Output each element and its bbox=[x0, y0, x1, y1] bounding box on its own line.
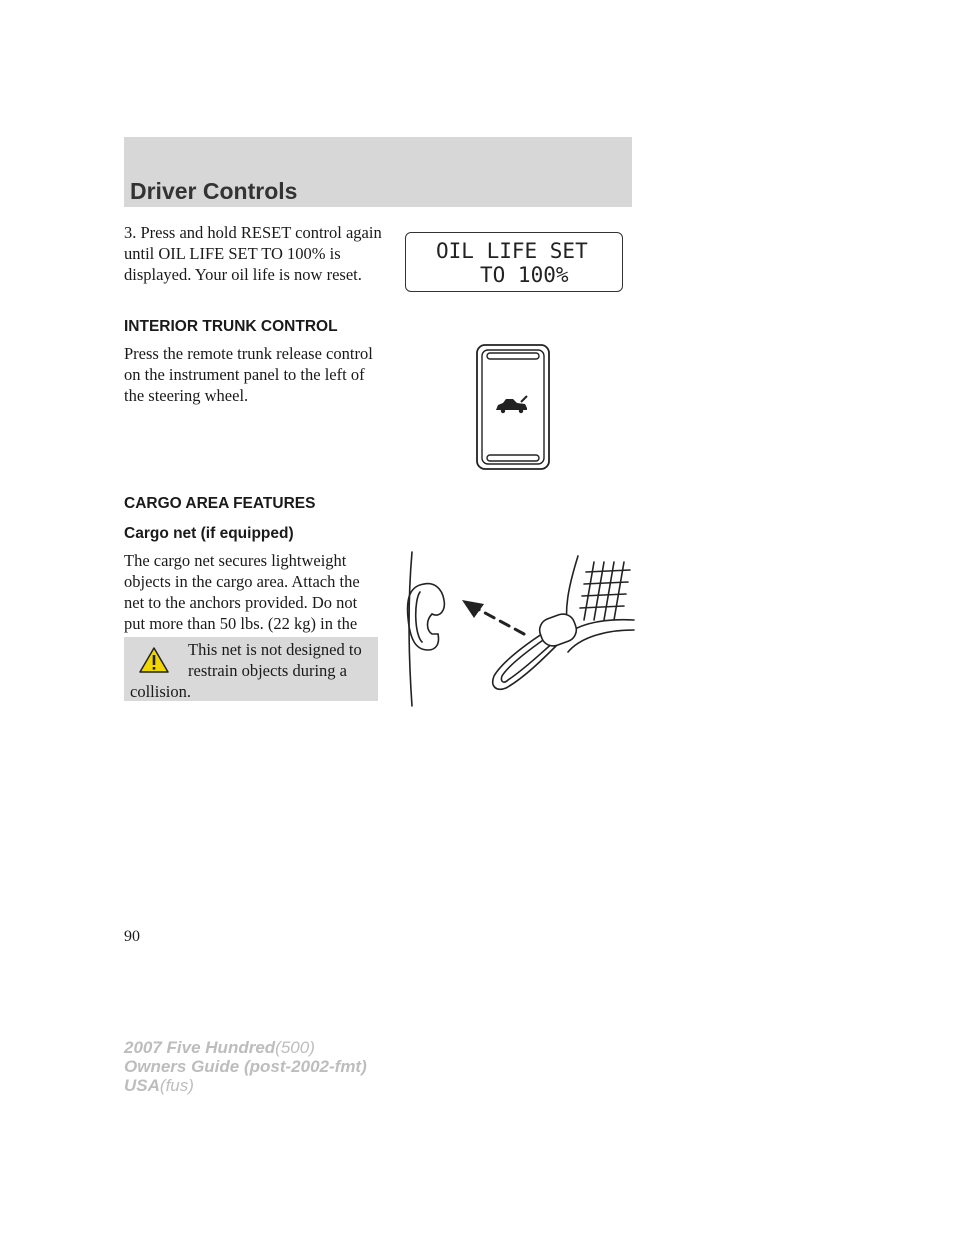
warning-triangle-icon bbox=[138, 646, 170, 674]
section-title: Driver Controls bbox=[130, 178, 298, 204]
oil-life-display bbox=[405, 232, 623, 292]
footer-market: USA bbox=[124, 1076, 160, 1095]
footer-market-code: (fus) bbox=[159, 1076, 194, 1095]
trunk-control-text: Press the remote trunk release control on the instrument panel to the left of the steering wheel. bbox=[124, 344, 373, 405]
warning-text-line-1: This net is not designed to bbox=[188, 640, 362, 659]
footer-model-name: 2007 Five Hundred bbox=[124, 1038, 276, 1057]
trunk-release-switch-illustration bbox=[475, 343, 551, 471]
cargo-area-heading: CARGO AREA FEATURES bbox=[124, 495, 316, 512]
display-line-1: OIL LIFE SET bbox=[436, 239, 588, 263]
document-footer bbox=[124, 1038, 367, 1095]
warning-text-line-3: collision. bbox=[130, 682, 191, 701]
footer-model-code: (500) bbox=[275, 1038, 315, 1057]
warning-text-line-2: restrain objects during a bbox=[188, 661, 347, 680]
oil-reset-step-text: 3. Press and hold RESET control again until OIL LIFE SET TO 100% is displayed. Your oil life is now reset. bbox=[124, 223, 382, 284]
trunk-control-heading: INTERIOR TRUNK CONTROL bbox=[124, 318, 338, 335]
cargo-net-anchor-illustration bbox=[398, 548, 638, 710]
footer-guide-name: Owners Guide (post-2002-fmt) bbox=[124, 1057, 367, 1076]
cargo-net-subheading: Cargo net (if equipped) bbox=[124, 525, 294, 542]
warning-box bbox=[124, 637, 378, 701]
cargo-net-text: The cargo net secures lightweight objects in the cargo area. Attach the net to the anchors provided. Do not put more than 50 lbs. (22 kg) in the bbox=[124, 551, 360, 633]
display-line-2: TO 100% bbox=[480, 263, 569, 287]
page-number: 90 bbox=[124, 928, 140, 945]
